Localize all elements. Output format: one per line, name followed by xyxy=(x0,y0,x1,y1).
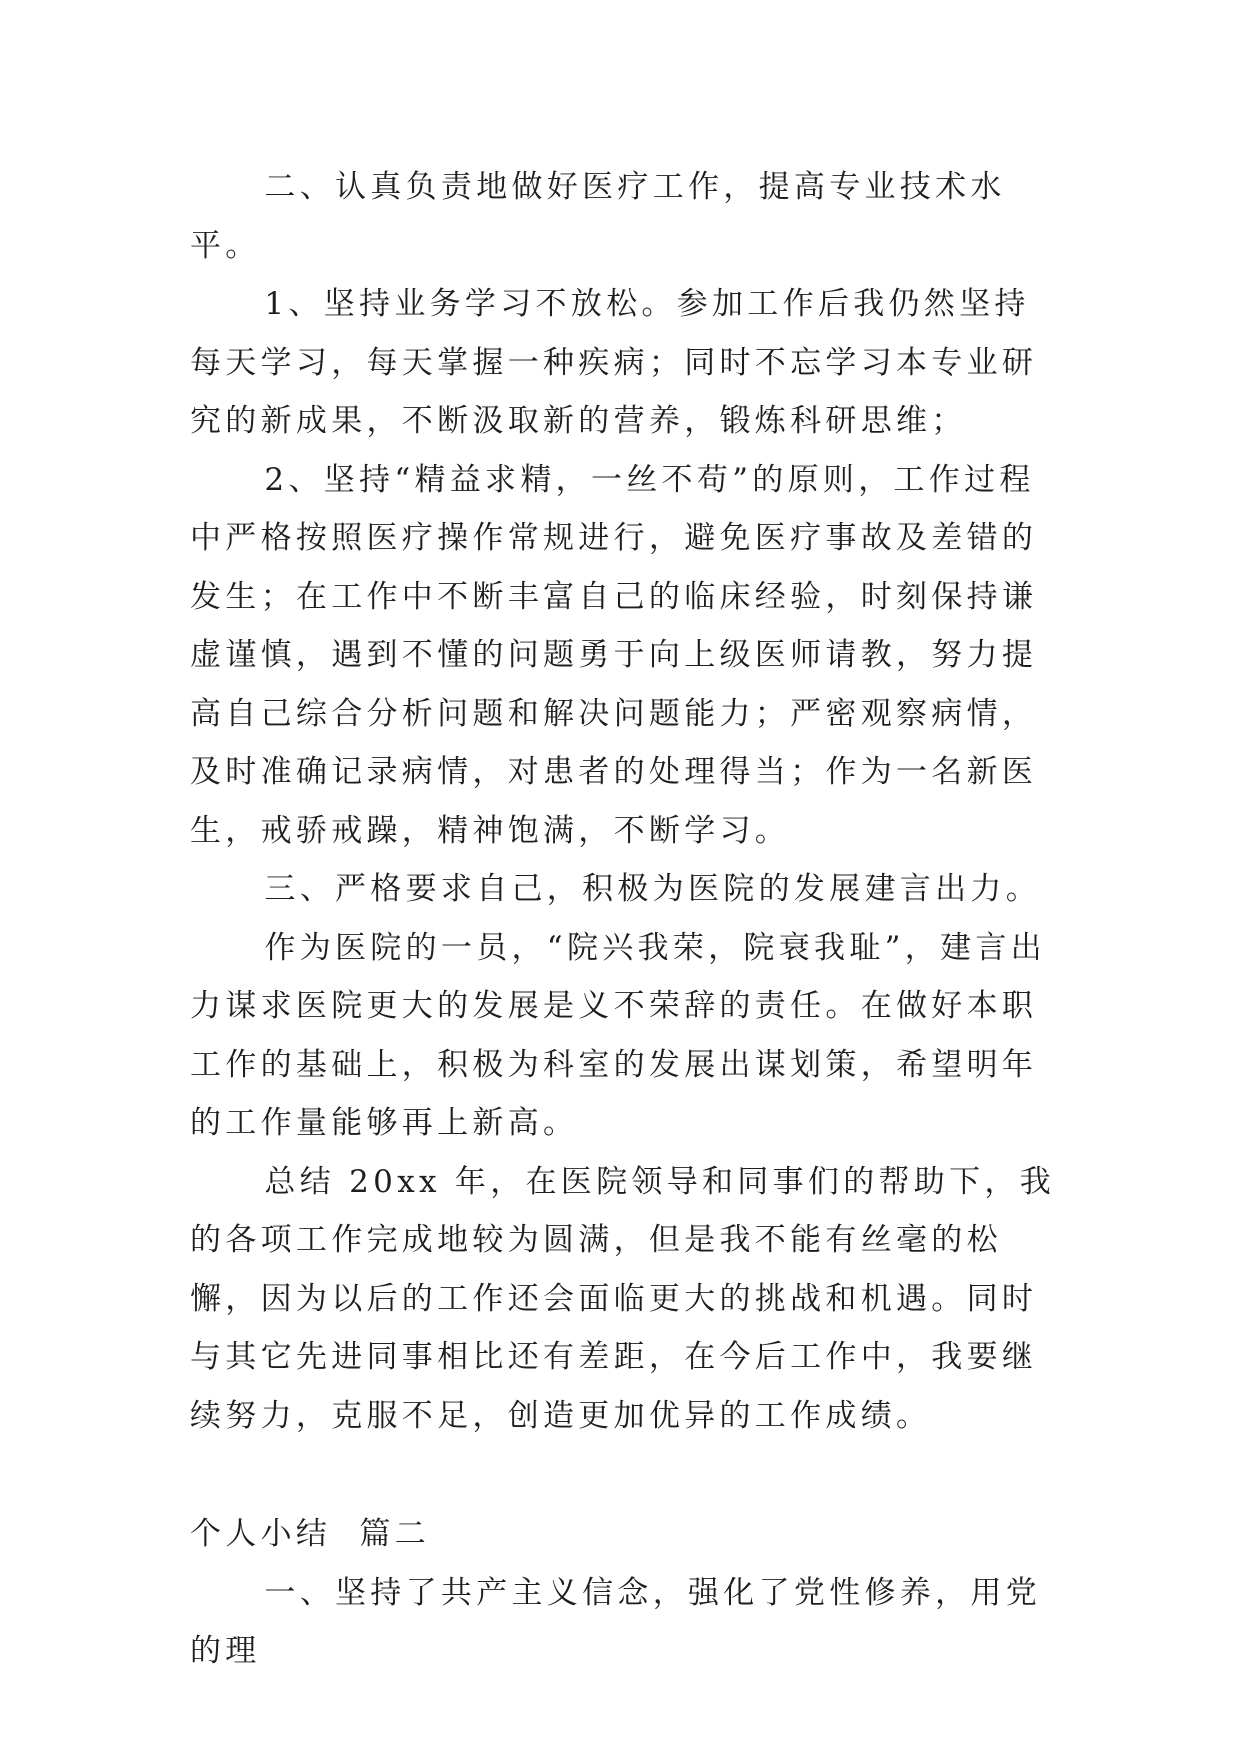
paragraph-item-1: 1、坚持业务学习不放松。参加工作后我仍然坚持每天学习，每天掌握一种疾病；同时不忘学习本专业研究的新成果，不断汲取新的营养，锻炼科研思维； xyxy=(190,286,1038,439)
paragraph-hospital-member: 作为医院的一员，“院兴我荣，院衰我耻”，建言出力谋求医院更大的发展是义不荣辞的责任。在做好本职工作的基础上，积极为科室的发展出谋划策，希望明年的工作量能够再上新高。 xyxy=(190,929,1046,1141)
paragraph-item-2: 2、坚持“精益求精，一丝不苟”的原则，工作过程中严格按照医疗操作常规进行，避免医疗事故及差错的发生；在工作中不断丰富自己的临床经验，时刻保持谦虚谨慎，遇到不懂的问题勇于向上级医师请教，努力提高自己综合分析问题和解决问题能力；严密观察病情，及时准确记录病情，对患者的处理得当；作为一名新医生，戒骄戒躁，精神饱满，不断学习。 xyxy=(190,461,1038,849)
paragraph-summary: 总结 20xx 年，在医院领导和同事们的帮助下，我的各项工作完成地较为圆满，但是我不能有丝毫的松懈，因为以后的工作还会面临更大的挑战和机遇。同时与其它先进同事相比还有差距，在今后工作中，我要继续努力，克服不足，创造更加优异的工作成绩。 xyxy=(190,1163,1056,1434)
paragraph-section-two-heading: 二、认真负责地做好医疗工作，提高专业技术水平。 xyxy=(190,169,1006,264)
paragraph-closing: 一、坚持了共产主义信念，强化了党性修养，用党的理 xyxy=(190,1574,1041,1669)
document-body xyxy=(190,158,1060,1681)
section-heading: 个人小结 篇二 xyxy=(190,1516,431,1552)
paragraph-section-three-heading: 三、严格要求自己，积极为医院的发展建言出力。 xyxy=(264,871,1041,907)
